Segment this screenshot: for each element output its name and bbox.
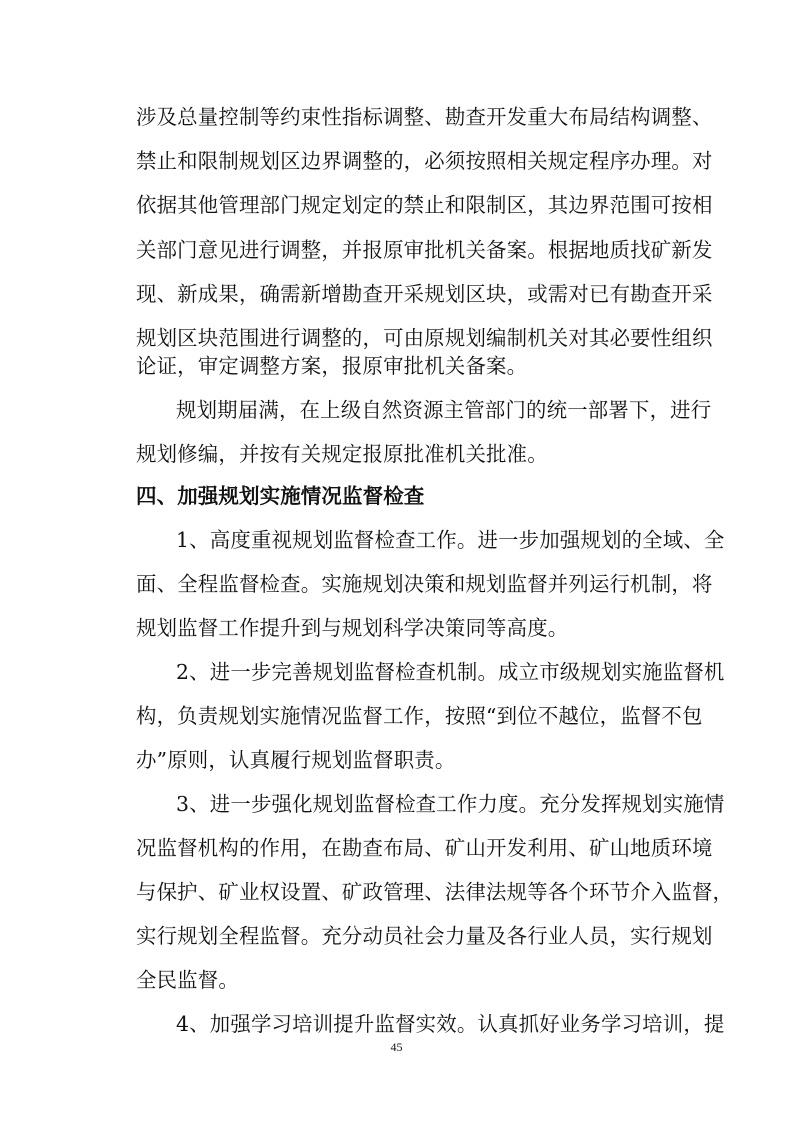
- page-number: 45: [390, 1040, 403, 1054]
- body-line: 全民监督。: [136, 968, 239, 992]
- body-line: 与保护、矿业权设置、矿政管理、法律法规等各个环节介入监督，: [136, 880, 734, 904]
- body-line: 规划修编，并按有关规定报原批准机关批准。: [136, 442, 548, 466]
- body-line: 1、高度重视规划监督检查工作。进一步加强规划的全域、全: [176, 528, 725, 552]
- body-line: 规划监督工作提升到与规划科学决策同等高度。: [136, 616, 569, 640]
- body-line: 况监督机构的作用，在勘查布局、矿山开发利用、矿山地质环境: [136, 836, 713, 860]
- body-line: 涉及总量控制等约束性指标调整、勘查开发重大布局结构调整、: [136, 105, 713, 129]
- body-line: 面、全程监督检查。实施规划决策和规划监督并列运行机制，将: [136, 572, 713, 596]
- body-line: 实行规划全程监督。充分动员社会力量及各行业人员，实行规划: [136, 924, 713, 948]
- body-line: 依据其他管理部门规定划定的禁止和限制区，其边界范围可按相: [136, 193, 713, 217]
- body-line: 规划区块范围进行调整的，可由原规划编制机关对其必要性组织: [136, 326, 713, 350]
- body-line: 规划期届满，在上级自然资源主管部门的统一部署下，进行: [176, 398, 712, 422]
- body-line: 2、进一步完善规划监督检查机制。成立市级规划实施监督机: [176, 660, 725, 684]
- body-line: 构，负责规划实施情况监督工作，按照“到位不越位，监督不包: [136, 704, 703, 728]
- body-line: 办”原则，认真履行规划监督职责。: [136, 748, 456, 772]
- body-line: 禁止和限制规划区边界调整的，必须按照相关规定程序办理。对: [136, 149, 713, 173]
- body-line: 3、进一步强化规划监督检查工作力度。充分发挥规划实施情: [176, 792, 725, 816]
- body-line: 4、加强学习培训提升监督实效。认真抓好业务学习培训，提: [176, 1012, 725, 1036]
- section-heading: 四、加强规划实施情况监督检查: [136, 484, 425, 508]
- body-line: 论证，审定调整方案，报原审批机关备案。: [136, 354, 528, 378]
- body-line: 关部门意见进行调整，并报原审批机关备案。根据地质找矿新发: [136, 238, 713, 262]
- body-line: 现、新成果，确需新增勘查开采规划区块，或需对已有勘查开采: [136, 282, 713, 306]
